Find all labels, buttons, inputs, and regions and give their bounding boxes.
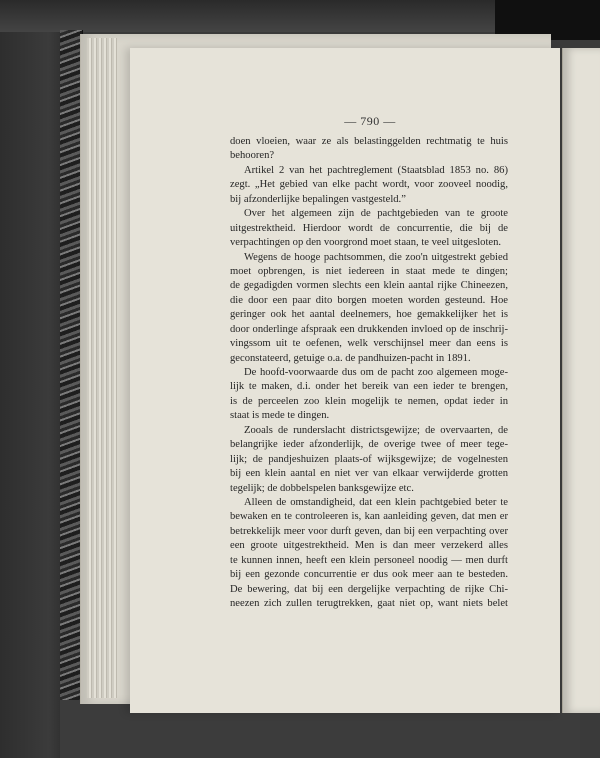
- text-line: bij een klein aantal en niet ver van elkaar verwijderde grotten: [230, 468, 508, 480]
- text-line: belangrijke ieder afzonderlijk, de overige twee of meer tege-: [230, 439, 508, 451]
- text-line: lijk; de pandjeshuizen plaats-of wijksgewijze; de vogelnesten: [230, 453, 508, 465]
- text-line: zegt. „Het gebied van elke pacht wordt, voor zooveel noodig,: [230, 179, 508, 191]
- text-line: Artikel 2 van het pachtreglement (Staatsblad 1853 no. 86): [244, 164, 508, 176]
- text-line: verpachtingen op den voorgrond moet staan, te veel uitgesloten.: [230, 237, 502, 249]
- text-line: die door een paar dito borgen moeten worden gesteund. Hoe: [230, 294, 508, 306]
- text-line: betrekkelijk meer voor durft geven, dan bij een verpachting over: [230, 525, 508, 537]
- text-line: is de perceelen zoo klein mogelijk te nemen, opdat ieder in: [230, 395, 508, 407]
- text-line: bij afzonderlijke bepalingen vastgesteld.”: [230, 193, 406, 205]
- text-line: doen vloeien, waar ze als belastinggelden rechtmatig te huis: [230, 136, 508, 147]
- text-line: een groote uitgestrektheid. Men is dan meer verzekerd alles: [230, 540, 508, 552]
- text-line: te kunnen innen, heeft een klein personeel noodig — men durft: [230, 554, 508, 566]
- text-line: geconstateerd, getuige o.a. de pandhuizen-pacht in 1891.: [230, 352, 471, 364]
- text-line: tegelijk; de dobbelspelen banksgewijze etc.: [230, 482, 414, 494]
- text-line: staat is mede te dingen.: [230, 410, 330, 422]
- text-line: De hoofd-voorwaarde dus om de pacht zoo algemeen moge-: [244, 367, 508, 378]
- text-line: behooren?: [230, 150, 275, 162]
- text-line: bij een gezonde concurrentie er dus ook meer aan te besteden.: [230, 569, 508, 581]
- text-line: geringer ook het aantal deelnemers, hoe gemakkelijker het is: [230, 309, 508, 321]
- page-number: — 790 —: [344, 114, 396, 128]
- text-line: de gegadigden vormen slechts een klein aantal rijke Chineezen,: [230, 280, 508, 292]
- text-line: Zooals de runderslacht districtsgewijze; de overvaarten, de: [244, 424, 508, 436]
- text-line: bewaken en te controleeren is, kan aanleiding geven, dat men er: [230, 511, 508, 523]
- text-line: moet opbrengen, is niet iedereen in staat mede te dingen;: [230, 265, 508, 277]
- text-line: door onderlinge afspraak een drukkenden invloed op de inschrij-: [230, 323, 508, 335]
- text-line: lijk te maken, d.i. onder het bereik van een ieder te brengen,: [230, 381, 508, 393]
- text-line: neezen zich zullen terugtrekken, gaat niet op, want niets belet: [230, 598, 508, 609]
- text-line: Alleen de omstandigheid, dat een klein pachtgebied beter te: [244, 496, 508, 508]
- text-line: uitgestrektheid. Hierdoor wordt de concurrentie, die bij de: [230, 222, 508, 234]
- text-line: Over het algemeen zijn de pachtgebieden van te groote: [244, 208, 508, 220]
- facing-page-edge: [562, 48, 600, 713]
- text-line: Wegens de hooge pachtsommen, die zoo'n uitgestrekt gebied: [244, 251, 508, 263]
- text-line: De bewering, dat bij een dergelijke verpachting de rijke Chi-: [230, 583, 508, 595]
- text-line: vingssom uit te oefenen, welk verschijnsel meer dan eens is: [230, 338, 508, 350]
- body-text: [230, 135, 508, 611]
